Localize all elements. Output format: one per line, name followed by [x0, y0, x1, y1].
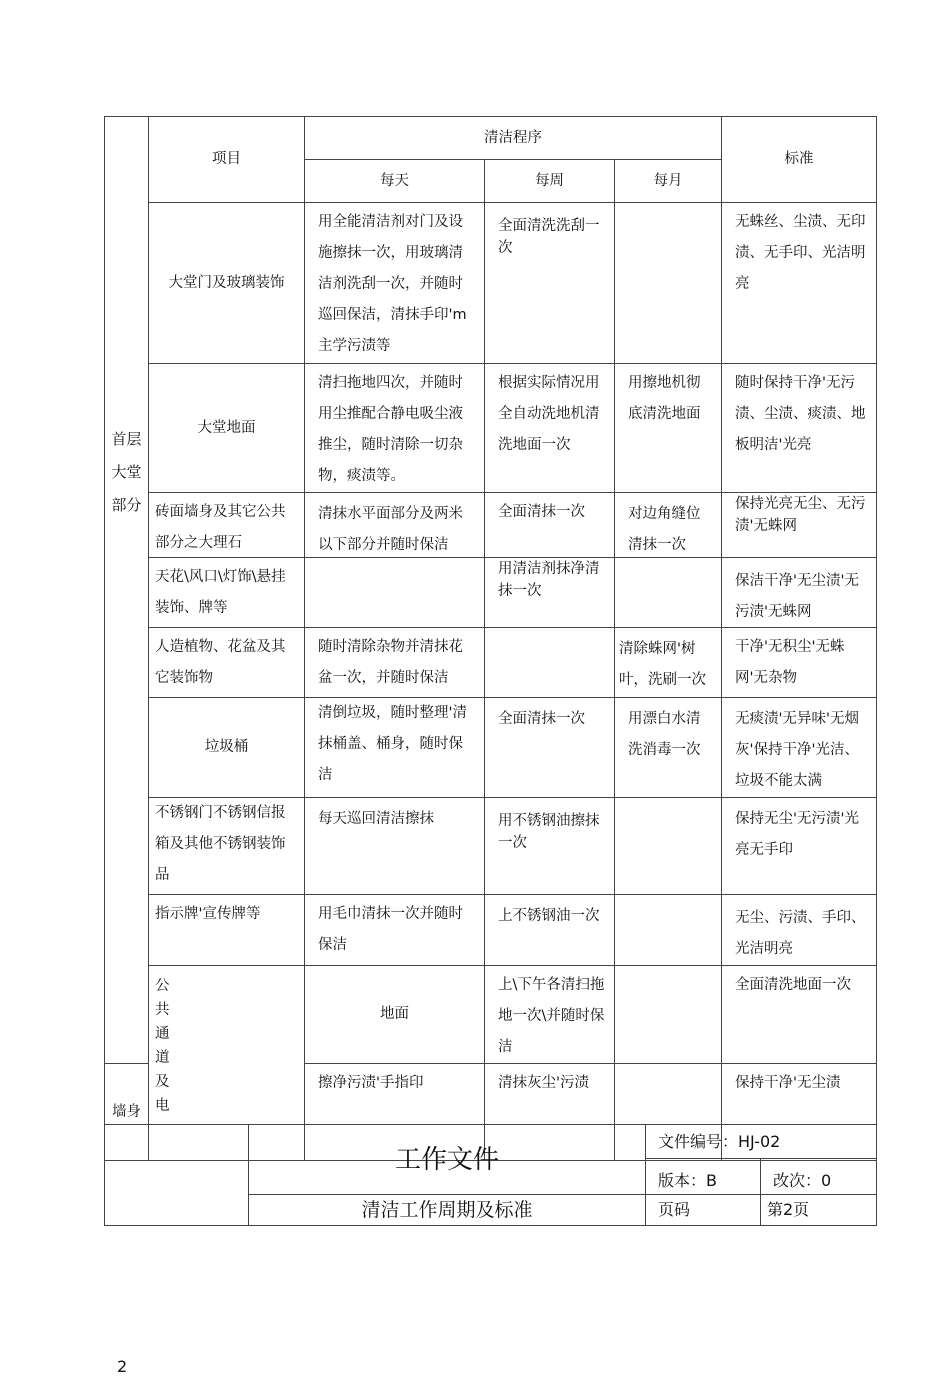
row-standard: 保持无尘'无污渍'光亮无手印: [722, 798, 877, 895]
table-row: [105, 798, 877, 895]
row-standard: 保洁干净'无尘渍'无污渍'无蛛网: [722, 558, 877, 628]
page-number: 2: [117, 1357, 128, 1376]
row-daily: 清倒垃圾，随时整理'清抹桶盖、桶身，随时保洁: [305, 698, 485, 798]
header-daily: 每天: [305, 160, 485, 203]
row-weekly: [615, 966, 722, 1064]
doc-number: 文件编号：HJ-02: [646, 1125, 877, 1159]
row-monthly: 全面清洗地面一次: [722, 966, 877, 1064]
row-item: 大堂地面: [149, 364, 305, 493]
row-weekly: 全面清洗洗刮一次: [485, 203, 615, 364]
row-standard: 干净'无积尘'无蛛网'无杂物: [722, 628, 877, 698]
header-item: 项目: [149, 117, 305, 203]
row-standard: 随时保持干净'无污渍、尘渍、痰渍、地板明洁'光亮: [722, 364, 877, 493]
row-monthly: 用擦地机彻底清洗地面: [615, 364, 722, 493]
table-row: [105, 558, 877, 628]
table-row: [105, 364, 877, 493]
row-item: 指示牌'宣传牌等: [149, 895, 305, 966]
row-monthly: [615, 203, 722, 364]
row-weekly: 根据实际情况用全自动洗地机清洗地面一次: [485, 364, 615, 493]
row-standard: 无尘、污渍、手印、光洁明亮: [722, 895, 877, 966]
table-row: [105, 895, 877, 966]
table-row: [105, 493, 877, 558]
row-item: 墙身: [105, 1064, 149, 1161]
table-row: [105, 203, 877, 364]
row-weekly: 用不锈钢油擦抹一次: [485, 798, 615, 895]
row-daily: 擦净污渍'手指印: [305, 1064, 485, 1161]
page-value: 第2页: [761, 1195, 877, 1226]
row-item: 砖面墙身及其它公共部分之大理石: [149, 493, 305, 558]
row-monthly: [615, 798, 722, 895]
row-monthly: [615, 895, 722, 966]
doc-type: 工作文件: [249, 1125, 646, 1195]
row-item: 人造植物、花盆及其它装饰物: [149, 628, 305, 698]
section-label-lobby: 首层大堂部分: [105, 117, 149, 1064]
row-standard: 保持干净'无尘渍: [722, 1064, 877, 1161]
page-label: 页码: [646, 1195, 761, 1226]
section-label-corridor: 公共通道及电: [149, 966, 305, 1161]
row-weekly: [485, 628, 615, 698]
header-standard: 标准: [722, 117, 877, 203]
table-row: [105, 698, 877, 798]
row-monthly: 清除蛛网'树叶，洗刷一次: [615, 628, 722, 698]
row-item: 不锈钢门不锈钢信报箱及其他不锈钢装饰品: [149, 798, 305, 895]
doc-version: 版本：B: [646, 1159, 761, 1195]
row-item: 地面: [305, 966, 485, 1064]
row-weekly: 用清洁剂抹净清抹一次: [485, 558, 615, 628]
row-daily: 用全能清洁剂对门及设施擦抹一次，用玻璃清洁剂洗刮一次，并随时巡回保洁，清抹手印'm主学污渍等: [305, 203, 485, 364]
header-procedure: 清洁程序: [305, 117, 722, 160]
row-weekly: 清抹灰尘'污渍: [485, 1064, 615, 1161]
row-monthly: 用漂白水清洗消毒一次: [615, 698, 722, 798]
cleaning-standards-table: [104, 116, 877, 1161]
document-footer: [104, 1124, 877, 1226]
row-weekly: 全面清抹一次: [485, 698, 615, 798]
header-weekly: 每周: [485, 160, 615, 203]
row-daily: 每天巡回清洁擦抹: [305, 798, 485, 895]
row-standard: 无蛛丝、尘渍、无印渍、无手印、光洁明亮: [722, 203, 877, 364]
row-standard: 保持光亮无尘、无污渍'无蛛网: [722, 493, 877, 558]
doc-title: 清洁工作周期及标准: [249, 1195, 646, 1226]
row-item: 垃圾桶: [149, 698, 305, 798]
row-weekly: 全面清抹一次: [485, 493, 615, 558]
row-monthly: 对边角缝位清抹一次: [615, 493, 722, 558]
table-row: [105, 628, 877, 698]
row-daily: 随时清除杂物并清抹花盆一次，并随时保洁: [305, 628, 485, 698]
row-item: 天花\风口\灯饰\悬挂装饰、牌等: [149, 558, 305, 628]
footer-blank: [105, 1125, 249, 1226]
row-daily: 清抹水平面部分及两米以下部分并随时保洁: [305, 493, 485, 558]
row-weekly: 上不锈钢油一次: [485, 895, 615, 966]
row-daily: 清扫拖地四次，并随时用尘推配合静电吸尘液推尘，随时清除一切杂物，痰渍等。: [305, 364, 485, 493]
table-row: [105, 966, 877, 1064]
row-daily: 上\下午各清扫拖地一次\并随时保洁: [485, 966, 615, 1064]
header-monthly: 每月: [615, 160, 722, 203]
row-monthly: [615, 558, 722, 628]
row-standard: 无痰渍'无异味'无烟灰'保持干净'光洁、垃圾不能太满: [722, 698, 877, 798]
doc-revision: 改次：0: [761, 1159, 877, 1195]
row-daily: [305, 558, 485, 628]
row-daily: 用毛巾清抹一次并随时保洁: [305, 895, 485, 966]
row-item: 大堂门及玻璃装饰: [149, 203, 305, 364]
